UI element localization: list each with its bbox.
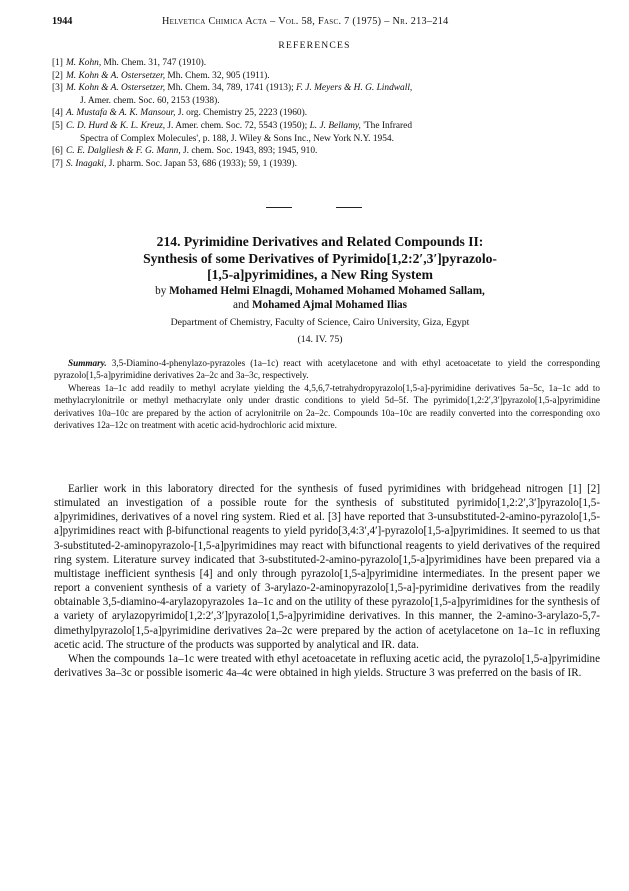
- summary-paragraph: Whereas 1a–1c add readily to methyl acrylate yielding the 4,5,6,7-tetrahydropyrazolo[1,5-a]-pyrimidine derivatives 5a–5c, 1a–1c add to methylacrylonitrile or methyl methacrylate only under drastic conditions to yield 5d–5f. The pyrimido[1,2:2′,3′]pyrazolo[1,5-a]pyrimidine derivatives 10a–10c are prepared by the action of acrylonitrile on 2a–2c. Compounds 10a–10c are readily converted into the corresponding oxo derivatives 12a–12c on treatment with acetic acid-hydrochloric acid mixture.: [54, 382, 600, 431]
- received-date: (14. IV. 75): [297, 334, 343, 345]
- references-list: [52, 57, 602, 170]
- reference-item: [6] C. E. Dalgliesh & F. G. Mann, J. chem. Soc. 1943, 893; 1945, 910.: [52, 146, 318, 157]
- references-heading: REFERENCES: [278, 40, 351, 51]
- body-paragraph: When the compounds 1a–1c were treated with ethyl acetoacetate in refluxing acetic acid, the pyrazolo[1,5-a]pyrimidine derivatives 3a–3c or possible isomeric 4a–4c were obtained in high yields. Structure 3 was preferred on the basis of IR.: [54, 652, 600, 680]
- body-paragraph: Earlier work in this laboratory directed for the synthesis of fused pyrimidines with bridgehead nitrogen [1] [2] stimulated an investigation of a possible route for the synthesis of substituted pyrimido[1,2:2′,3′]pyrazolo[1,5-a]pyrimidines, derivatives of a novel ring system. Ried et al. [3] have reported that 3-unsubstituted-2-amino-pyrazolo[1,5-a]pyrimidines react with β-bifunctional reagents to yield pyrido[3,4:3′,4′]-pyrazolo[1,5-a]pyrimidines. It seemed to us that 3-substituted-2-aminopyrazolo-[1,5-a]pyrimidines may react with bifunctional reagents to yield derivatives of the required ring system. Literature survey indicated that 3-substituted-2-amino-pyrazolo[1,5-a]pyrimidines have been prepared via a multistage inefficient synthesis [4] and only through pyrazolo[1,5-a]pyrimidine intermediates. In the present paper we report a convenient synthesis of a variety of 3-arylazo-2-aminopyrazolo[1,5-a]-pyrimidine derivatives from the readily obtainable 3,5-diamino-4-arylazopyrazoles 1a–1c and on the utility of these pyrazolo[1,5-a]pyrimidines for the synthesis of a variety of arylazopyrimido[1,2:2′,3′]pyrazolo[1,5-a]pyrimidine derivatives. In this manner, the 2-amino-3-arylazo-5,7-dimethylpyrazolo[1,5-a]pyrimidine derivatives 2a–2c were prepared by the action of acetylacetone on 1a–1c in refluxing acetic acid. The structure of the products was supported by analytical and IR. data.: [54, 483, 600, 651]
- article-title: 214. Pyrimidine Derivatives and Related Compounds II: Synthesis of some Derivatives of Pyrimido[1,2:2′,3′]pyrazolo- [1,5-a]pyrimidines, a New Ring System: [143, 234, 497, 282]
- running-header: [52, 16, 600, 32]
- page-number: 1944: [52, 16, 73, 27]
- reference-item: [5] C. D. Hurd & K. L. Kreuz, J. Amer. chem. Soc. 72, 5543 (1950); L. J. Bellamy, 'The Infrared Spectra of Complex Molecules', p. 188, J. Wiley & Sons Inc., New York N.Y. 1954.: [52, 120, 413, 144]
- reference-item: [2] M. Kohn & A. Ostersetzer, Mh. Chem. 32, 905 (1911).: [52, 70, 270, 81]
- reference-item: [3] M. Kohn & A. Ostersetzer, Mh. Chem. 34, 789, 1741 (1913); F. J. Meyers & H. G. Lindwall, J. Amer. chem. Soc. 60, 2153 (1938).: [52, 83, 413, 106]
- reference-item: [1] M. Kohn, Mh. Chem. 31, 747 (1910).: [52, 58, 207, 68]
- affiliation: Department of Chemistry, Faculty of Science, Cairo University, Giza, Egypt: [170, 317, 470, 328]
- section-divider: [336, 207, 362, 208]
- summary-block: [54, 357, 600, 431]
- summary-paragraph: Summary. 3,5-Diamino-4-phenylazo-pyrazoles (1a–1c) react with acetylacetone and with ethyl acetoacetate to yield the corresponding pyrazolo[1,5-a]pyrimidine derivatives 2a–2c and 3a–3c, respectively.: [54, 358, 600, 381]
- reference-item: [4] A. Mustafa & A. K. Mansour, J. org. Chemistry 25, 2223 (1960).: [52, 108, 308, 119]
- journal-title: Helvetica Chimica Acta – Vol. 58, Fasc. 7 (1975) – Nr. 213–214: [162, 16, 449, 27]
- article-body: [54, 482, 600, 680]
- reference-item: [7] S. Inagaki, J. pharm. Soc. Japan 53, 686 (1933); 59, 1 (1939).: [52, 158, 297, 169]
- section-divider: [266, 207, 292, 208]
- article-authors: by Mohamed Helmi Elnagdi, Mohamed Mohamed Mohamed Sallam, and Mohamed Ajmal Mohamed Ilias: [155, 285, 485, 311]
